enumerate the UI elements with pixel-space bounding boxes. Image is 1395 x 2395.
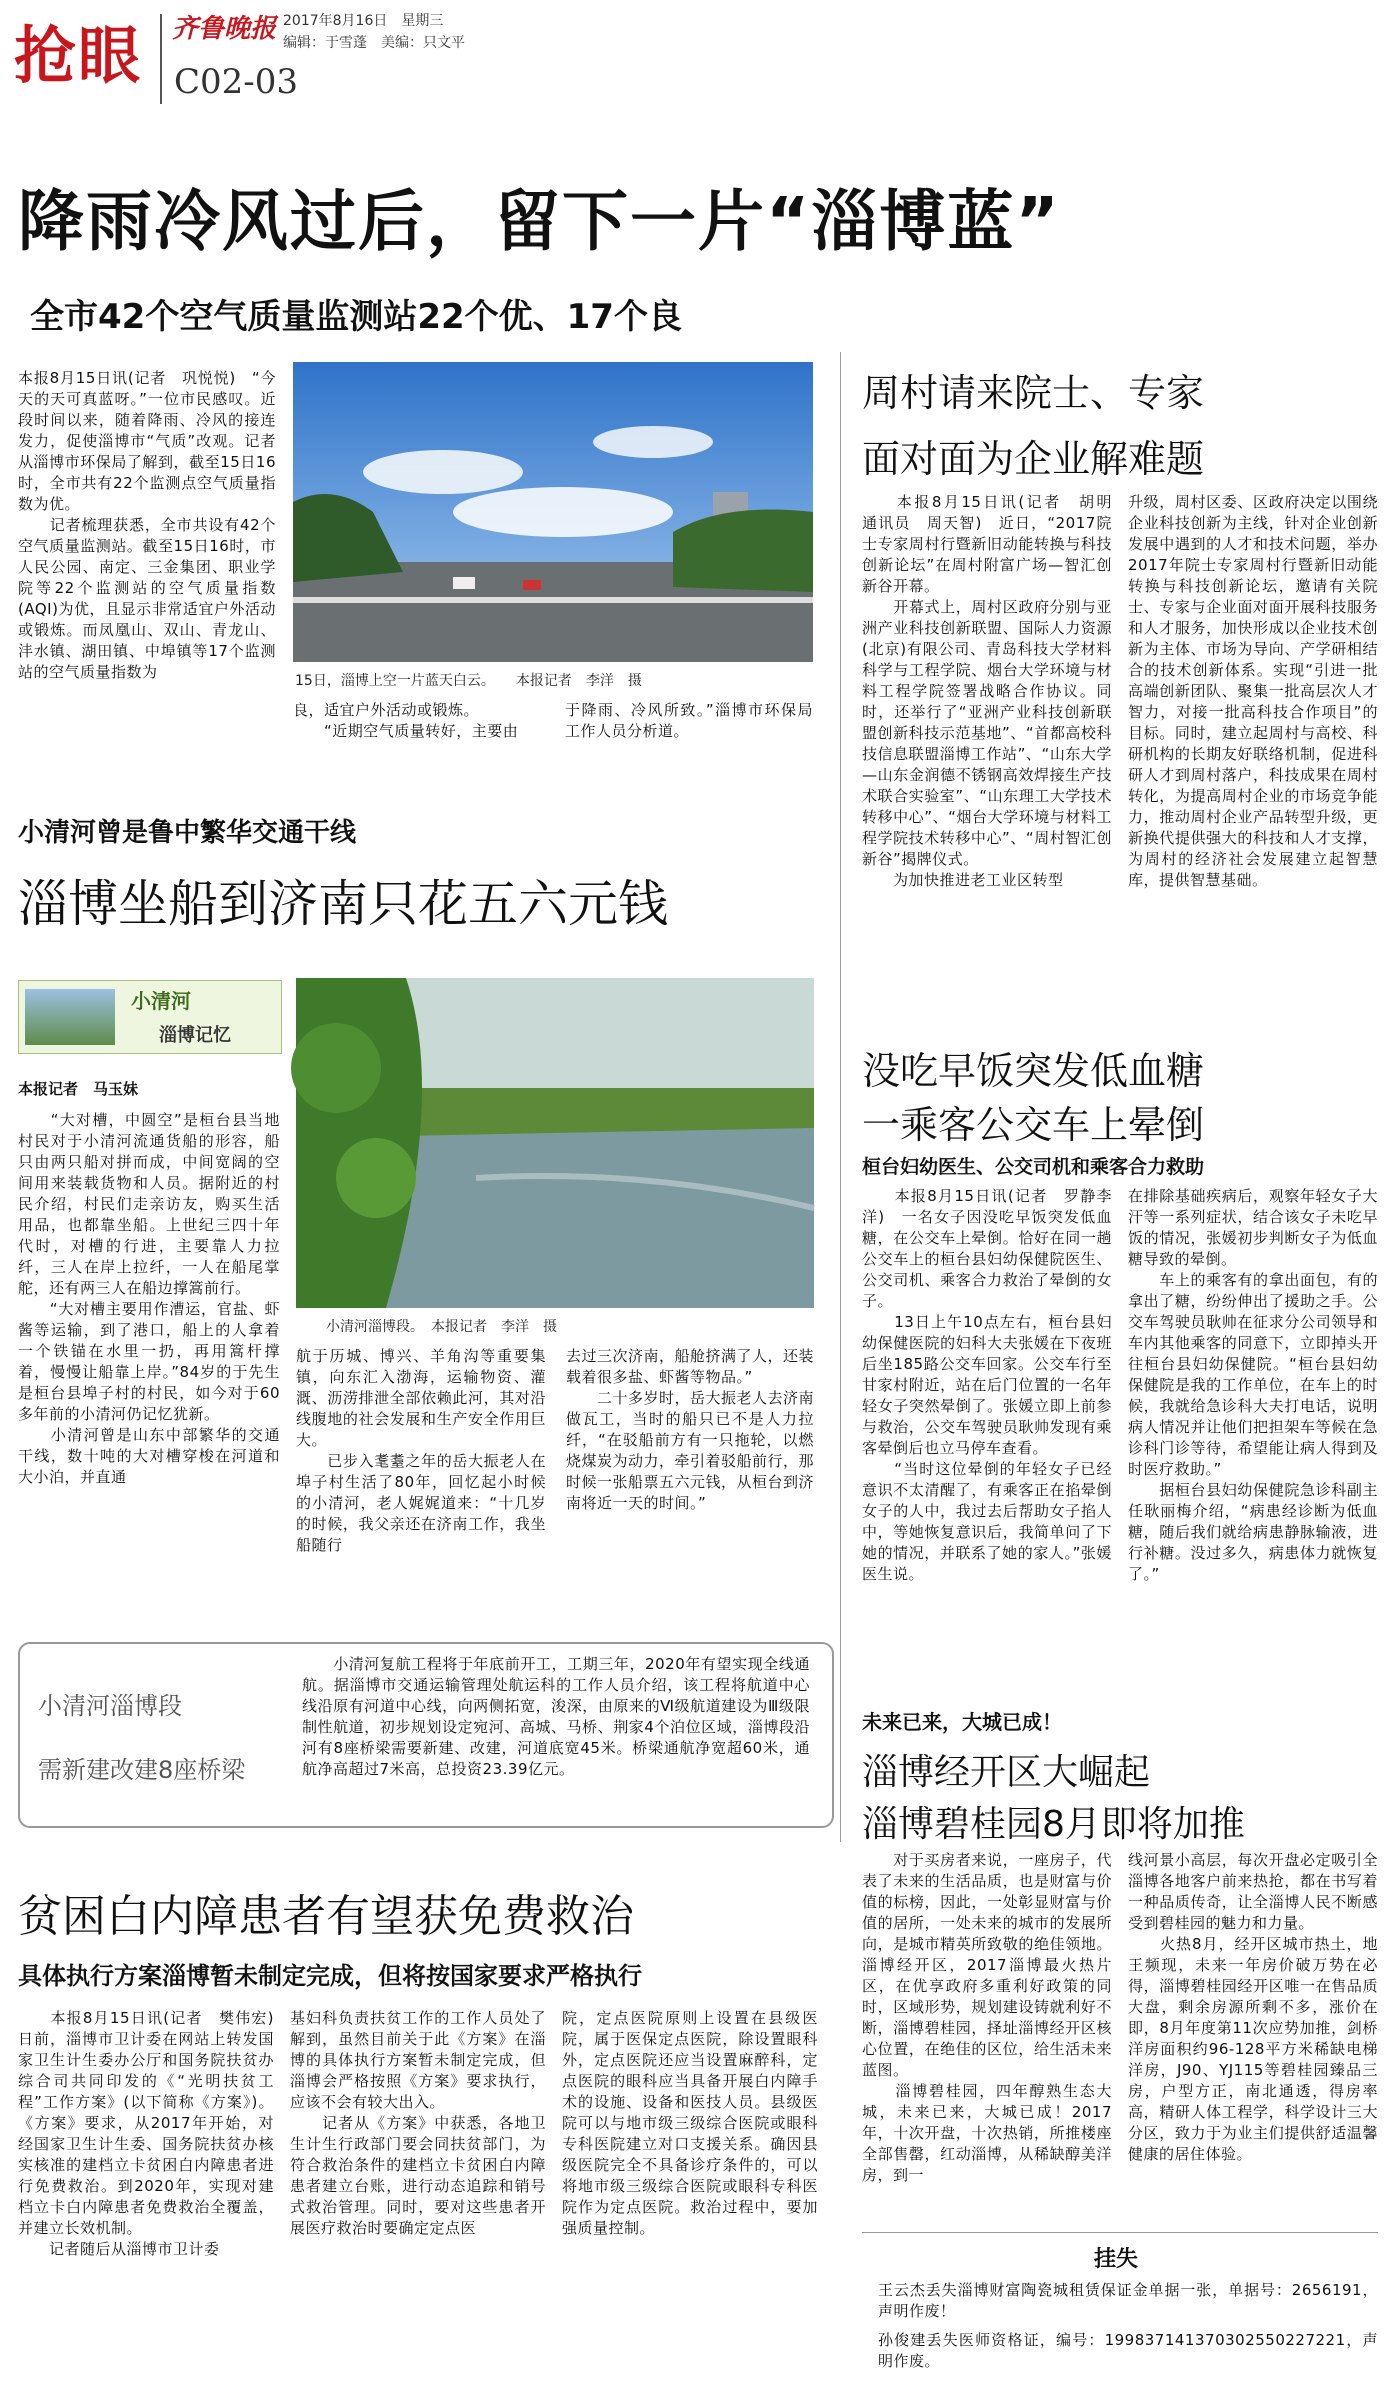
academicians-body-col2: 升级，周村区委、区政府决定以围绕企业科技创新为主线，针对企业创新发展中遇到的人才和技术问题，举办2017年院士专家周村行暨新旧动能转换与科技创新论坛，邀请有关院士、专家与企业面对面开展科技服务和人才服务，加快形成以企业技术创新为主体、市场为导向、产学研相结合的技术创新体系。实现“引进一批高端创新团队、聚集一批高层次人才智力，对接一批高科技合作项目”的目标。同时，建立起周村与高校、科研机构的长期友好联络机制，促进科研人才到周村落户，科技成果在周村转化，为提高周村企业的市场竞争能力，推动周村企业产品转型升级，更新换代提供强大的科技和人才支撑，为周村的经济社会发展建立起智慧库，提供智慧基础。 — [1128, 493, 1378, 889]
lead-photo-caption: 15日，淄博上空一片蓝天白云。 本报记者 李洋 摄 — [295, 673, 642, 689]
estate-body-col1: 对于买房者来说，一座房子，代表了未来的生活品质，也是财富与价值的标榜，因此，一处彰显财富与价值的居所，一处未来的城市的发展所向，是城市精英所致敬的绝佳领地。淄博经开区，2017淄博最火热片区，在优享政府多重利好政策的同时，区域形势，规划建设铸就利好不断，淄博碧桂园，择址淄博经开区核心位置，在绝佳的区位，给生活未来蓝图。 淄博碧桂园，四年醇熟生态大城，未来已来，大城已成！2017年，十次开盘，十次热销，所推楼座全部售罄，红动淄博，从稀缺醇美洋房，到一 — [862, 1851, 1112, 2184]
faint-subheadline: 桓台妇幼医生、公交司机和乘客合力救助 — [862, 1156, 1205, 1178]
canal-photo — [296, 978, 814, 1308]
lead-headline: 降雨冷风过后，留下一片“淄博蓝” — [18, 183, 1061, 260]
notice-title: 挂失 — [1094, 2247, 1139, 2272]
editors-credit: 编辑：于雪蓬 美编：只文平 — [283, 35, 465, 51]
lead-photo — [293, 362, 813, 662]
faint-body-col2: 在排除基础疾病后，观察年轻女子大汗等一系列症状，结合该女子未吃早饭的情况，张媛初步判断女子为低血糖导致的晕倒。 车上的乘客有的拿出面包，有的拿出了糖，纷纷伸出了援助之手。公交车驾驶员耿帅在征求分公司领导和车内其他乘客的同意下，立即掉头开往桓台县妇幼保健院。“桓台县妇幼保健院是我的工作单位，在车上的时候，我就给急诊科大夫打电话，说明病人情况并让他们把担架车等候在急诊科门诊等待，希望能让病人得到及时医疗救助。” 据桓台县妇幼保健院急诊科副主任耿丽梅介绍，“病患经诊断为低血糖，随后我们就给病患静脉输液，进行补糖。没过多久，病患体力就恢复了。” — [1128, 1187, 1378, 1583]
notice-divider — [862, 2232, 1378, 2233]
lead-subheadline: 全市42个空气质量监测站22个优、17个良 — [30, 297, 682, 337]
poverty-body-col1: 本报8月15日讯(记者 樊伟宏) 日前，淄博市卫计委在网站上转发国家卫生计生委办公厅和国务院扶贫办综合司共同印发的《“光明扶贫工程”工作方案》(以下简称《方案》)。《方案》要求，从2017年开始，对经国家卫生计生委、国务院扶贫办核实核准的建档立卡贫困白内障患者进行免费救治。到2020年，实现对建档立卡白内障患者免费救治全覆盖，并建立长效机制。 记者随后从淄博市卫计委 — [18, 2009, 274, 2258]
poverty-headline: 贫困白内障患者有望获免费救治 — [18, 1891, 634, 1942]
lead-body-col3: 于降雨、冷风所致。”淄博市环保局工作人员分析道。 — [565, 701, 813, 740]
boxout-title-line1: 小清河淄博段 — [38, 1692, 182, 1720]
canal-badge — [18, 980, 282, 1054]
lead-body-col1: 本报8月15日讯(记者 巩悦悦) “今天的天可真蓝呀。”一位市民感叹。近段时间以来，随着降雨、冷风的接连发力，促使淄博市“气质”改观。记者从淄博市环保局了解到，截至15日16时，全市共有22个监测点空气质量指数为优。 记者梳理获悉，全市共设有42个空气质量监测站。截至15日16时，市人民公园、南定、三金集团、职业学院等22个监测站的空气质量指数(AQI)为优，且显示非常适宜户外活动或锻炼。而凤凰山、双山、青龙山、沣水镇、湖田镇、中埠镇等17个监测站的空气质量指数为 — [18, 369, 276, 681]
page-number: C02-03 — [174, 62, 299, 102]
canal-body-col1: “大对槽，中圆空”是桓台县当地村民对于小清河流通货船的形容，船只由两只船对拼而成，中间宽阔的空间用来装载货物和人员。据附近的村民介绍，村民们走亲访友，购买生活用品，也都靠坐船。上世纪三四十年代时，对槽的行进，主要靠人力拉纤，三人在岸上拉纤，一人在船尾掌舵，还有两三人在船边撑篙前行。 “大对槽主要用作漕运，官盐、虾酱等运输，到了港口，船上的人拿着一个铁锚在水里一扔，再用篙杆撑着，慢慢让船靠上岸。”84岁的于先生是桓台县埠子村的村民，如今对于60多年前的小清河仍记忆犹新。 小清河曾是山东中部繁华的交通干线，数十吨的大对槽穿梭在河道和大小泊，并直通 — [18, 1111, 280, 1486]
newspaper-logo: 齐鲁晚报 — [172, 14, 277, 44]
canal-headline: 淄博坐船到济南只花五六元钱 — [18, 875, 668, 933]
faint-headline-2: 一乘客公交车上晕倒 — [862, 1103, 1205, 1147]
canal-photo-caption: 小清河淄博段。 本报记者 李洋 摄 — [326, 1319, 557, 1335]
canal-byline: 本报记者 马玉妹 — [18, 1080, 139, 1098]
canal-body-col3: 去过三次济南，船舱挤满了人，还装载着很多盐、虾酱等物品。” 二十多岁时，岳大振老人去济南做瓦工，当时的船只已不是人力拉纤，“在驳船前方有一只拖轮，以燃烧煤炭为动力，牵引着驳船前行，那时候一张船票五六元钱，从桓台到济南将近一天的时间。” — [566, 1347, 815, 1512]
poverty-subheadline: 具体执行方案淄博暂未制定完成，但将按国家要求严格执行 — [18, 1962, 642, 1990]
masthead-divider — [160, 14, 162, 104]
canal-badge-top: 小清河 — [131, 989, 191, 1013]
blue-sky-street-photo — [293, 362, 813, 662]
canal-badge-bottom: 淄博记忆 — [159, 1025, 231, 1046]
academicians-headline-1: 周村请来院士、专家 — [862, 371, 1205, 415]
canal-badge-icon — [25, 989, 115, 1045]
boxout-body: 小清河复航工程将于年底前开工，工期三年，2020年有望实现全线通航。据淄博市交通运输管理处航运科的工作人员介绍，该工程将航道中心线沿原有河道中心线，向两侧拓宽，浚深，由原来的Ⅵ级航道建设为Ⅲ级限制性航道，初步规划设定宛河、高城、马桥、荆家4个泊位区域，淄博段沿河有8座桥梁需要新建、改建，河道底宽45米。桥梁通航净宽超60米，通航净高超过7米高，总投资23.39亿元。 — [302, 1655, 810, 1778]
estate-headline-2: 淄博碧桂园8月即将加推 — [862, 1804, 1245, 1845]
notice-line1: 王云杰丢失淄博财富陶瓷城租赁保证金单据一张，单据号：2656191，声明作废！ — [878, 2281, 1378, 2320]
canal-kicker: 小清河曾是鲁中繁华交通干线 — [18, 818, 357, 848]
issue-date: 2017年8月16日 星期三 — [283, 13, 444, 29]
estate-kicker: 未来已来，大城已成！ — [862, 1710, 1062, 1734]
faint-headline-1: 没吃早饭突发低血糖 — [862, 1049, 1205, 1093]
section-title: 抢眼 — [14, 19, 143, 92]
canal-boxout — [18, 1642, 834, 1828]
academicians-body-col1: 本报8月15日讯(记者 胡明 通讯员 周天智) 近日，“2017院士专家周村行暨新旧动能转换与科技创新论坛”在周村附富广场—智汇创新谷开幕。 开幕式上，周村区政府分别与亚洲产业科技创新联盟、国际人力资源(北京)有限公司、青岛科技大学材料科学与工程学院、烟台大学环境与材料工程学院签署战略合作协议。同时，还举行了“亚洲产业科技创新联盟创新科技示范基地”、“首都高校科技信息联盟淄博工作站”、“山东大学—山东金润德不锈钢高效焊接生产技术联合实验室”、“山东理工大学技术转移中心”、“烟台大学环境与材料工程学院技术转移中心”、“周村智汇创新谷”揭牌仪式。 为加快推进老工业区转型 — [862, 493, 1112, 889]
estate-headline-1: 淄博经开区大崛起 — [862, 1752, 1151, 1793]
river-photo — [296, 978, 814, 1308]
poverty-body-col3: 院，定点医院原则上设置在县级医院，属于医保定点医院，除设置眼科外，定点医院还应当设置麻醉科，定点医院的眼科应当具备开展白内障手术的设施、设备和医技人员。县级医院可以与地市级三级综合医院或眼科专科医院建立对口支援关系。确因县级医院完全不具备诊疗条件的，可以将地市级三级综合医院或眼科专科医院作为定点医院。救治过程中，要加强质量控制。 — [562, 2009, 818, 2237]
estate-body-col2: 线河景小高层，每次开盘必定吸引全淄博各地客户前来热抢，都在书写着一种品质传奇，让全淄博人民不断感受到碧桂园的魅力和力量。 火热8月，经开区城市热土，地王频现，未来一年房价破万势在必得，淄博碧桂园经开区唯一在售品质大盘，剩余房源所剩不多，涨价在即，8月年度第11次应势加推，剑桥洋房面积约96-128平方米稀缺电梯洋房，J90、YJ115等碧桂园臻品三房，户型方正，南北通透，得房率高，精研人体工程学，科学设计三大分区，致力于为业主们提供舒适温馨健康的居住体验。 — [1128, 1851, 1378, 2163]
faint-body-col1: 本报8月15日讯(记者 罗静李洋) 一名女子因没吃早饭突发低血糖，在公交车上晕倒。恰好在同一趟公交车上的桓台县妇幼保健院医生、公交司机、乘客合力救治了晕倒的女子。 13日上午10点左右，桓台县妇幼保健医院的妇科大夫张媛在下夜班后坐185路公交车回家。公交车行至甘家村附近，站在后门位置的一名年轻女子突然晕倒了。张媛立即上前参与救治，公交车驾驶员耿帅发现有乘客晕倒后也立马停车查看。 “当时这位晕倒的年轻女子已经意识不太清醒了，有乘客正在掐晕倒女子的人中，我过去后帮助女子掐人中，等她恢复意识后，我简单问了下她的情况，并联系了她的家人。”张媛医生说。 — [862, 1187, 1112, 1583]
column-divider — [840, 352, 841, 1842]
poverty-body-col2: 基妇科负责扶贫工作的工作人员处了解到，虽然目前关于此《方案》在淄博的具体执行方案暂未制定完成，但淄博会严格按照《方案》要求执行，应该不会有较大出入。 记者从《方案》中获悉，各地卫生计生行政部门要会同扶贫部门，为符合救治条件的建档立卡贫困白内障患者建立台账，进行动态追踪和销号式救治管理。同时，要对这些患者开展医疗救治时要确定定点医 — [290, 2009, 546, 2237]
academicians-headline-2: 面对面为企业解难题 — [862, 437, 1205, 481]
canal-body-col2: 航于历城、博兴、羊角沟等重要集镇，向东汇入渤海，运输物资、灌溉、沥涝排泄全部依赖此河，其对沿线腹地的社会发展和生产安全作用巨大。 已步入耄耋之年的岳大振老人在埠子村生活了80年，回忆起小时候的小清河，老人娓娓道来：“十几岁的时候，我父亲还在济南工作，我坐船随行 — [296, 1347, 546, 1554]
lead-body-col2: 良，适宜户外活动或锻炼。 “近期空气质量转好，主要由 — [293, 701, 519, 740]
boxout-title-line2: 需新建改建8座桥梁 — [38, 1756, 246, 1784]
notice-line2: 孙俊建丢失医师资格证，编号：199837141370302550227221，声明作废。 — [878, 2331, 1378, 2370]
